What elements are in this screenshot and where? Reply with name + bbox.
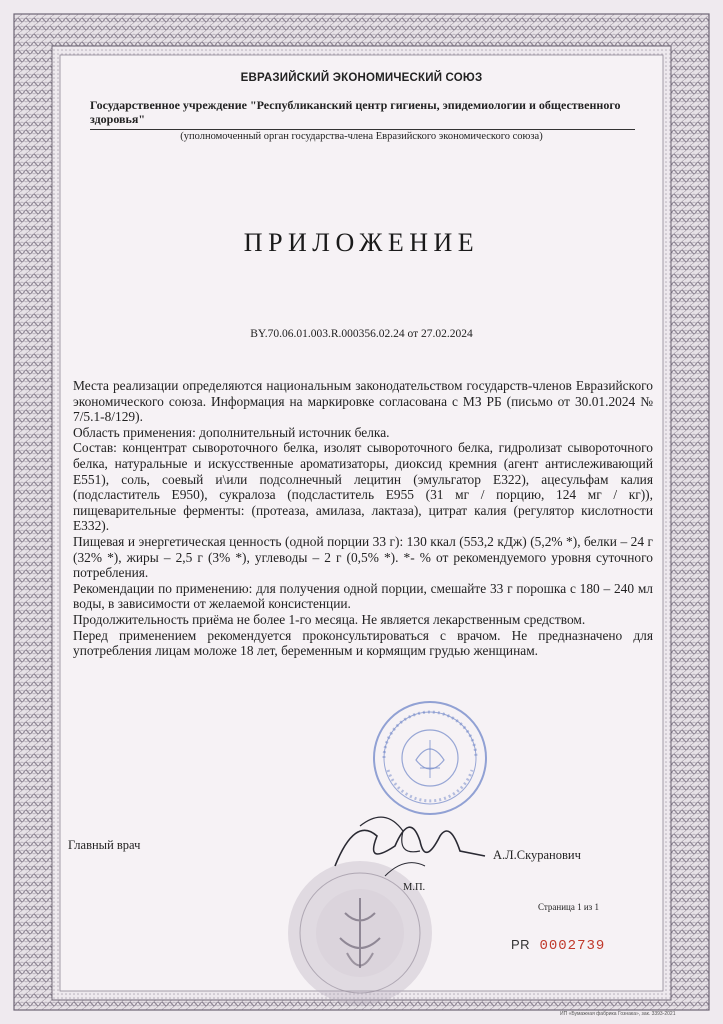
body-paragraph: Перед применением рекомендуется проконсультироваться с врачом. Не предназначено для употребления лицам моложе 18 лет, беременным и кормящим грудью женщинам. xyxy=(73,627,653,659)
union-heading: ЕВРАЗИЙСКИЙ ЭКОНОМИЧЕСКИЙ СОЮЗ xyxy=(240,72,483,84)
body-paragraph: Продолжительность приёма не более 1-го месяца. Не является лекарственным средством. xyxy=(73,611,586,627)
signatory-position: Главный врач xyxy=(68,838,141,852)
body-paragraph: Область применения: дополнительный источник белка. xyxy=(73,424,390,440)
document-number: BY.70.06.01.003.R.000356.02.24 от 27.02.2024 xyxy=(250,328,473,340)
body-paragraph: Рекомендации по применению: для получения одной порции, смешайте 33 г порошка с 180 – 240 мл воды, в зависимости от желаемой консистенции. xyxy=(73,580,653,612)
header-divider xyxy=(90,129,635,130)
seal-mark: М.П. xyxy=(403,882,426,893)
document-body xyxy=(73,378,653,659)
serial-prefix: PR xyxy=(511,937,531,952)
page-indicator: Страница 1 из 1 xyxy=(538,902,599,912)
institution-name: Государственное учреждение "Республиканский центр гигиены, эпидемиологии и общественного здоровья" xyxy=(90,98,621,126)
authority-note: (уполномоченный орган государства-члена Евразийского экономического союза) xyxy=(180,131,543,142)
body-paragraph: Места реализации определяются национальным законодательством государств-членов Евразийского экономического союза. Информация на маркировке согласована с МЗ РБ (письмо от 30.01.2024 № 7/5.1-8/129). xyxy=(73,378,653,425)
serial-number xyxy=(511,937,605,954)
document-title: ПРИЛОЖЕНИЕ xyxy=(243,228,480,257)
printer-imprint: ИП «Бумажная фабрика Гознака», зак. 3393-2021 xyxy=(560,1011,676,1017)
serial-digits: 0002739 xyxy=(539,938,606,954)
signature-scribble xyxy=(325,796,495,886)
body-paragraph: Пищевая и энергетическая ценность (одной порции 33 г): 130 ккал (553,2 кДж) (5,2% *), белки – 24 г (32% *), жиры – 2,5 г (3% *), углеводы – 2 г (0,5% *). *- % от рекомендуемого уровня суточного потребления. xyxy=(73,533,653,581)
signatory-name: А.Л.Скуранович xyxy=(493,848,581,862)
body-paragraph: Состав: концентрат сывороточного белка, изолят сывороточного белка, гидролизат сывороточного белка, натуральные и искусственные ароматизаторы, диоксид кремния (агент антислеживающий Е551), соль, соевый и\или подсолнечный лецитин (эмульгатор Е322), ацесульфам калия (подсластитель Е950), сукралоза (подсластитель Е955 (31 мг / порцию, 124 мг / кг)), пищеварительные ферменты: (протеаза, амилаза, лактаза), цитрат калия (регулятор кислотности Е332). xyxy=(73,440,653,534)
